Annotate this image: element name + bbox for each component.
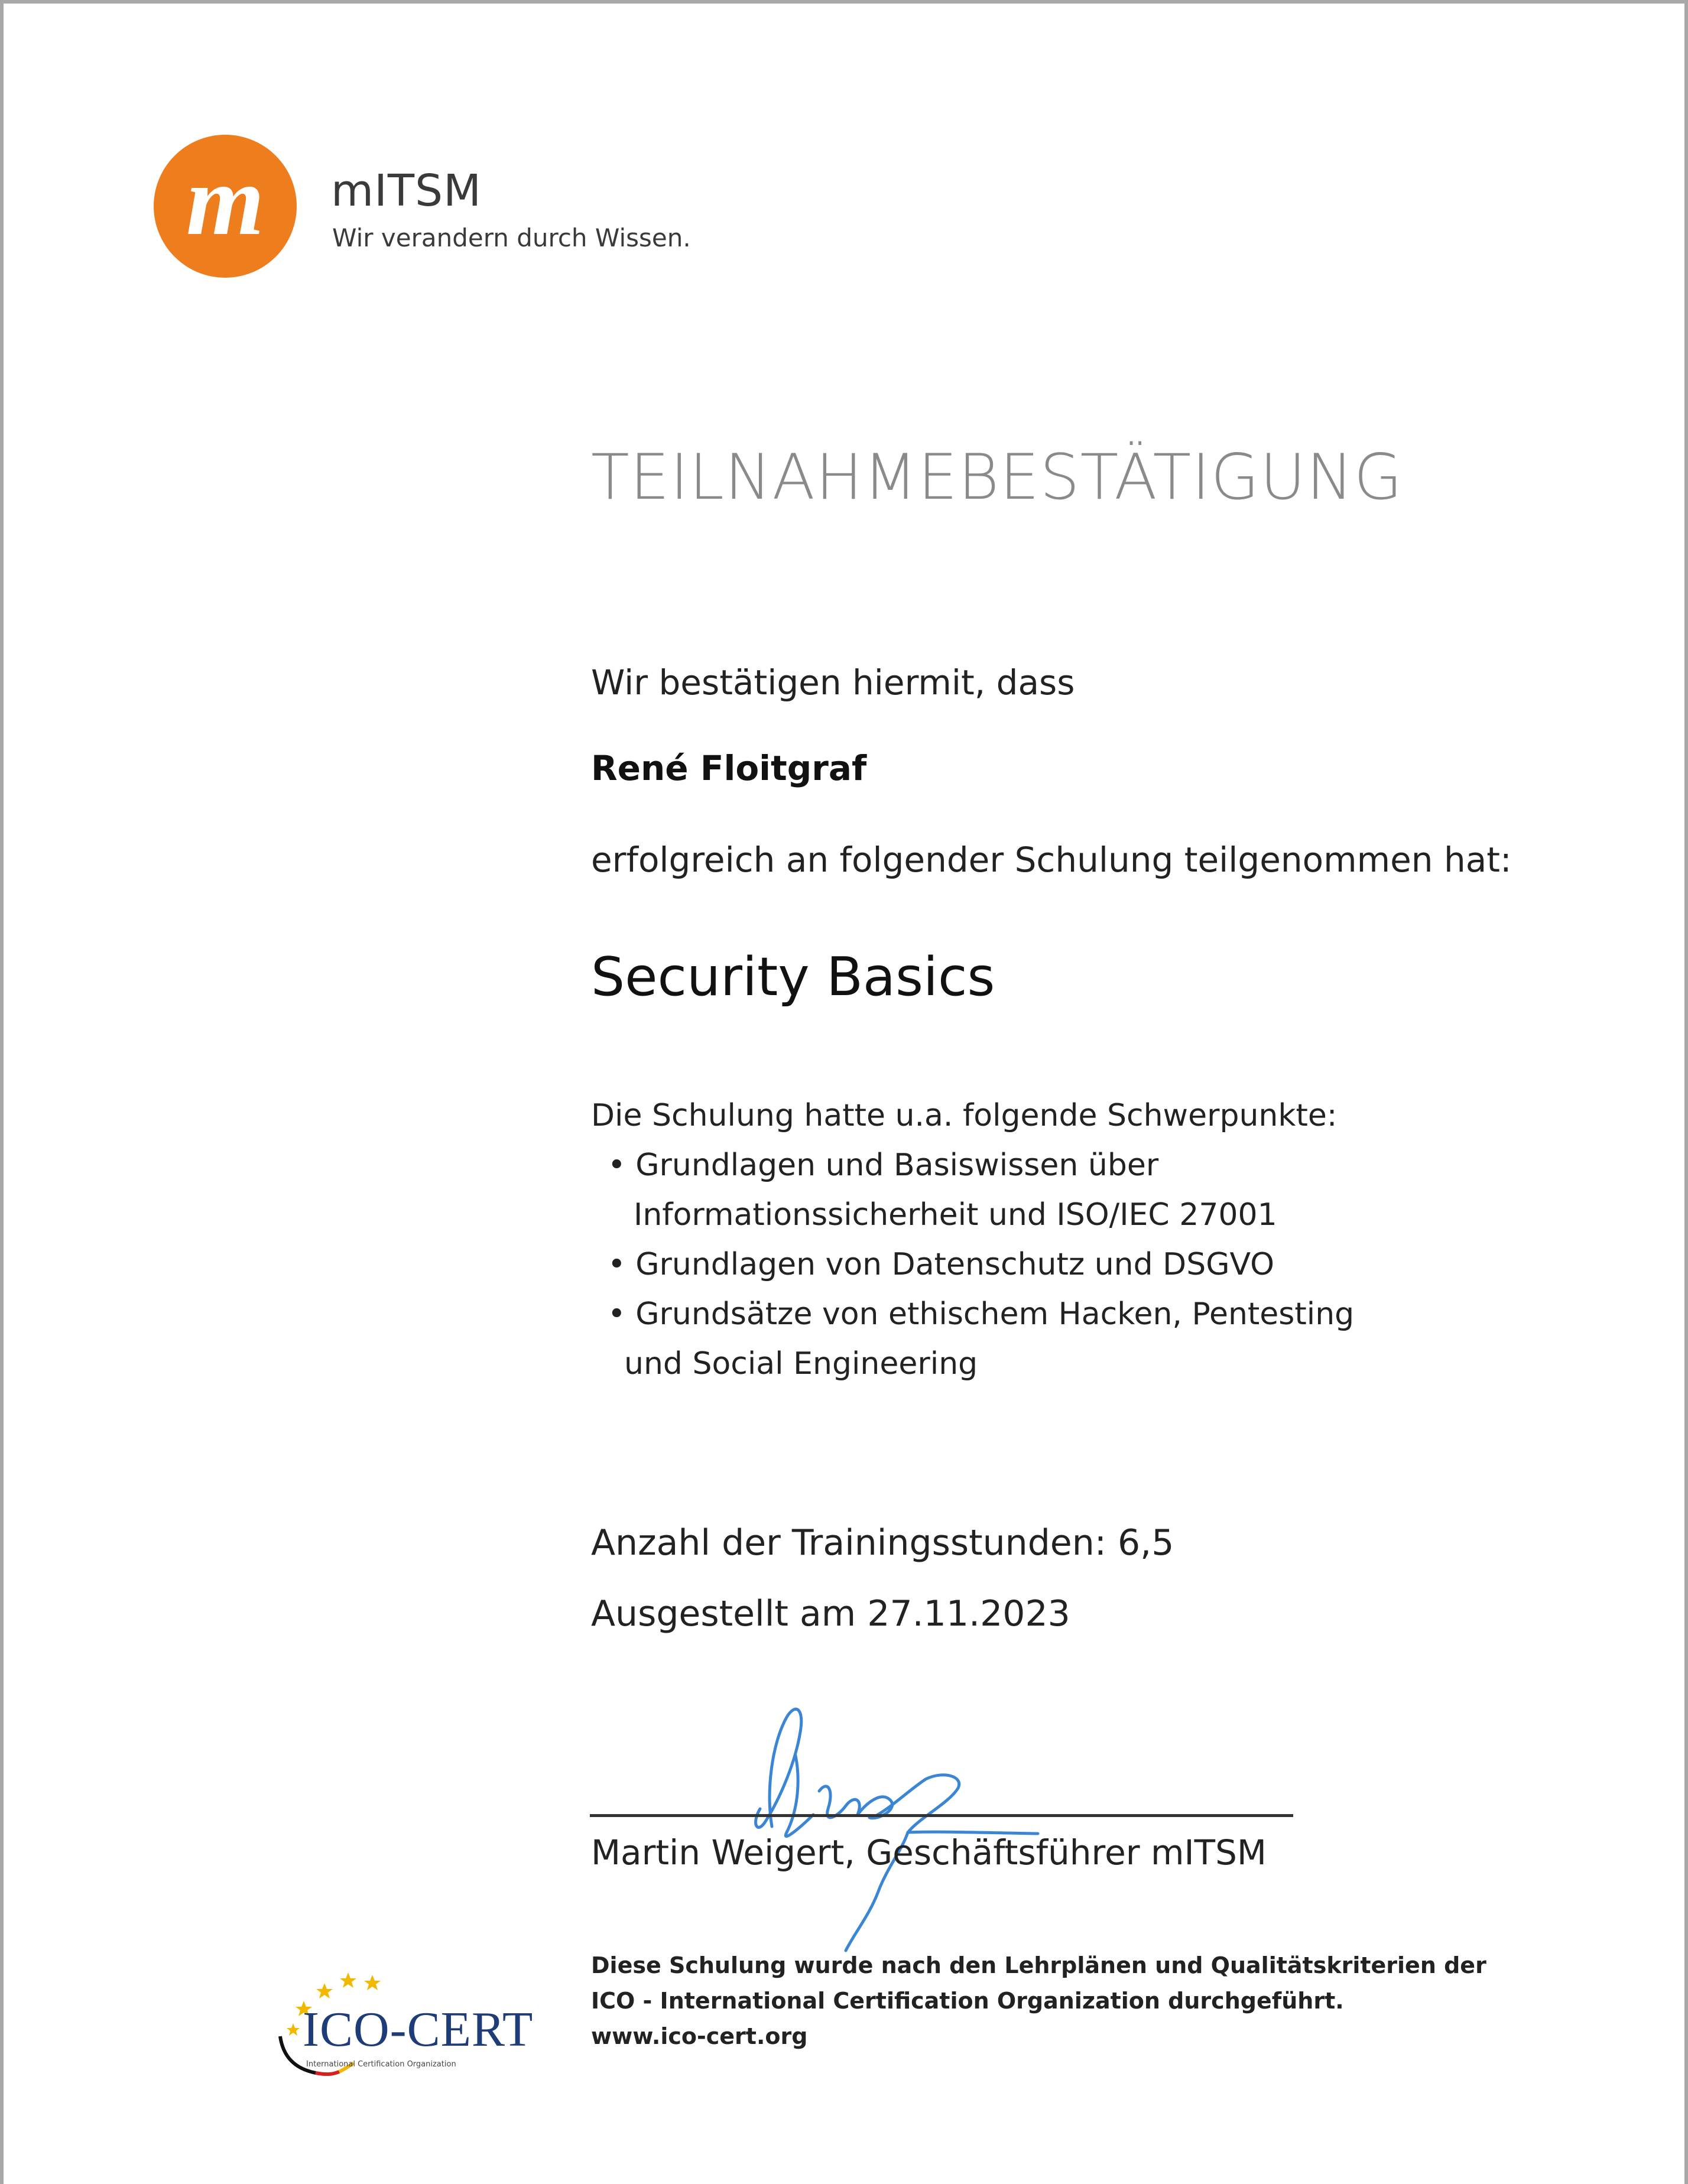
issued-label: Ausgestellt am — [591, 1593, 856, 1634]
focus-item-1-cont: Informationssicherheit und ISO/IEC 27001 — [634, 1197, 1277, 1233]
logo-name: mITSM — [331, 165, 482, 216]
logo-letter: m — [186, 145, 265, 256]
footnote-line-2: ICO - International Certification Organization durchgeführt. — [591, 1988, 1344, 2014]
ico-cert-logo — [268, 1954, 534, 2084]
focus-heading: Die Schulung hatte u.a. folgende Schwerpunkte: — [591, 1098, 1338, 1133]
issued-row — [591, 1593, 1070, 1634]
focus-item-1: • Grundlagen und Basiswissen über — [608, 1148, 1159, 1183]
footnote-line-1: Diese Schulung wurde nach den Lehrplänen und Qualitätskriterien der — [591, 1952, 1486, 1978]
statement-text: erfolgreich an folgender Schulung teilgenommen hat: — [591, 840, 1512, 880]
logo-tagline: Wir verandern durch Wissen. — [332, 223, 691, 252]
focus-item-3: • Grundsätze von ethischem Hacken, Pentesting — [608, 1296, 1355, 1332]
ico-cert-subtitle: International Certification Organization — [306, 2060, 456, 2069]
course-title: Security Basics — [591, 946, 995, 1008]
footnote-link[interactable]: www.ico-cert.org — [591, 2023, 808, 2049]
ico-cert-wordmark: ICO-CERT — [303, 2002, 534, 2057]
mitsm-logo — [154, 135, 745, 282]
training-hours: Anzahl der Trainingsstunden: 6,5 — [591, 1522, 1174, 1564]
footnote — [591, 1948, 1486, 2054]
issued-date: 27.11.2023 — [867, 1593, 1070, 1634]
participant-name: René Floitgraf — [591, 748, 867, 788]
mitsm-logo-circle-icon — [154, 135, 297, 278]
focus-section — [591, 1091, 1354, 1389]
focus-item-2: • Grundlagen von Datenschutz und DSGVO — [608, 1247, 1275, 1282]
certificate-title: TEILNAHMEBESTÄTIGUNG — [591, 441, 1403, 514]
focus-item-3-cont: und Social Engineering — [624, 1346, 978, 1382]
intro-text: Wir bestätigen hiermit, dass — [591, 662, 1075, 703]
signer-name: Martin Weigert, Geschäftsführer mITSM — [591, 1832, 1267, 1873]
handwritten-signature-icon — [731, 1673, 1097, 1962]
signature-line — [590, 1814, 1293, 1817]
